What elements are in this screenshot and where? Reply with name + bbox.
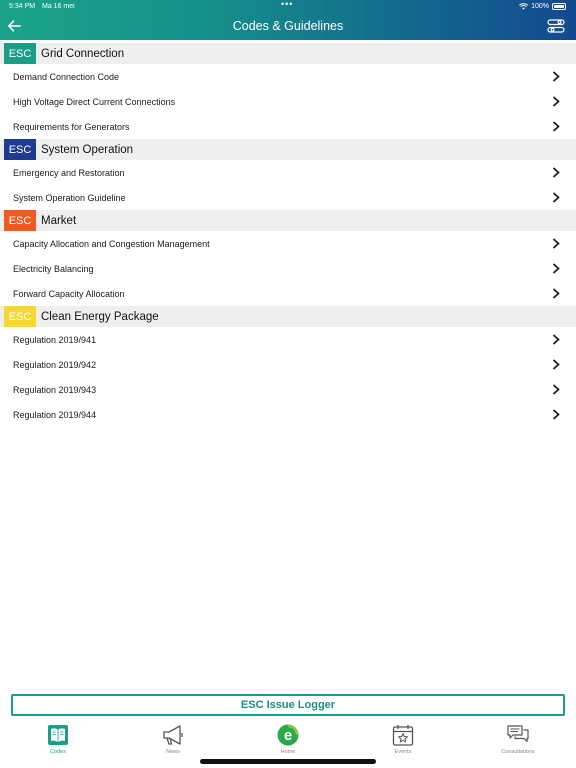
home-e-logo-icon: [276, 723, 300, 747]
esc-badge: ESC: [4, 306, 36, 327]
list-item-label: Requirements for Generators: [13, 121, 130, 132]
app-header: [0, 0, 576, 40]
list-item-label: Regulation 2019/941: [13, 334, 97, 345]
tab-news[interactable]: [133, 723, 213, 755]
list-item-regulation-2019-944[interactable]: [0, 402, 576, 427]
chevron-right-icon: [552, 121, 560, 132]
chevron-right-icon: [552, 359, 560, 370]
list-item-label: Demand Connection Code: [13, 71, 120, 82]
battery-icon: [552, 3, 566, 10]
wifi-icon: [519, 3, 528, 10]
chevron-right-icon: [552, 263, 560, 274]
list-item-system-operation-guideline[interactable]: [0, 185, 576, 210]
section-system-operation: [0, 139, 576, 210]
svg-text:e: e: [283, 727, 293, 744]
status-time: 5:34 PM: [9, 3, 36, 10]
list-item-label: Regulation 2019/943: [13, 384, 97, 395]
list-item-label: Forward Capacity Allocation: [13, 288, 125, 299]
list-item-label: Capacity Allocation and Congestion Management: [13, 238, 210, 249]
list-item-label: Emergency and Restoration: [13, 167, 125, 178]
battery-percent: 100%: [531, 3, 549, 10]
tab-label: Events: [394, 749, 412, 755]
status-date: Ma 16 mei: [42, 3, 75, 10]
chevron-right-icon: [552, 409, 560, 420]
section-title: System Operation: [41, 143, 134, 156]
list-item-hvdc-connections[interactable]: [0, 89, 576, 114]
section-header: [0, 306, 576, 327]
list-item-label: Regulation 2019/944: [13, 409, 97, 420]
tab-label: Home: [280, 749, 296, 755]
esc-badge: ESC: [4, 139, 36, 160]
list-item-demand-connection-code[interactable]: [0, 64, 576, 89]
list-item-label: High Voltage Direct Current Connections: [13, 96, 176, 107]
chevron-right-icon: [552, 71, 560, 82]
esc-issue-logger-button[interactable]: ESC Issue Logger: [11, 694, 565, 716]
list-item-regulation-2019-941[interactable]: [0, 327, 576, 352]
list-item-regulation-2019-943[interactable]: [0, 377, 576, 402]
page-title: Codes & Guidelines: [232, 19, 344, 33]
tab-label: Consultations: [501, 749, 535, 755]
list-item-forward-capacity-allocation[interactable]: [0, 281, 576, 306]
tab-consultations[interactable]: [478, 723, 558, 755]
list-item-electricity-balancing[interactable]: [0, 256, 576, 281]
list-item-capacity-allocation[interactable]: [0, 231, 576, 256]
tab-events[interactable]: [363, 723, 443, 755]
section-header: [0, 210, 576, 231]
section-header: [0, 139, 576, 160]
chevron-right-icon: [552, 334, 560, 345]
list-item-emergency-and-restoration[interactable]: [0, 160, 576, 185]
tab-label: News: [166, 749, 180, 755]
codes-book-icon: [46, 723, 70, 747]
filter-settings-icon[interactable]: [547, 18, 565, 34]
section-header: [0, 43, 576, 64]
list-item-label: Electricity Balancing: [13, 263, 94, 274]
home-indicator[interactable]: [200, 759, 376, 764]
section-title: Market: [41, 214, 77, 227]
chevron-right-icon: [552, 384, 560, 395]
esc-badge: ESC: [4, 210, 36, 231]
list-item-regulation-2019-942[interactable]: [0, 352, 576, 377]
chevron-right-icon: [552, 96, 560, 107]
list-item-requirements-for-generators[interactable]: [0, 114, 576, 139]
tab-label: Codes: [50, 749, 66, 755]
calendar-star-icon: [391, 723, 415, 747]
chat-bubbles-icon: [506, 723, 530, 747]
megaphone-icon: [161, 723, 185, 747]
tab-home[interactable]: [248, 723, 328, 755]
multitasking-dots-icon[interactable]: •••: [281, 0, 294, 9]
section-clean-energy-package: [0, 306, 576, 427]
esc-badge: ESC: [4, 43, 36, 64]
chevron-right-icon: [552, 288, 560, 299]
section-title: Grid Connection: [41, 47, 125, 60]
status-bar: [0, 0, 576, 13]
section-market: [0, 210, 576, 306]
chevron-right-icon: [552, 238, 560, 249]
section-title: Clean Energy Package: [41, 310, 159, 323]
section-grid-connection: [0, 43, 576, 139]
tab-codes[interactable]: [18, 723, 98, 755]
chevron-right-icon: [552, 192, 560, 203]
codes-list: [0, 43, 576, 427]
chevron-right-icon: [552, 167, 560, 178]
list-item-label: System Operation Guideline: [13, 192, 126, 203]
list-item-label: Regulation 2019/942: [13, 359, 97, 370]
status-right: [519, 3, 566, 10]
